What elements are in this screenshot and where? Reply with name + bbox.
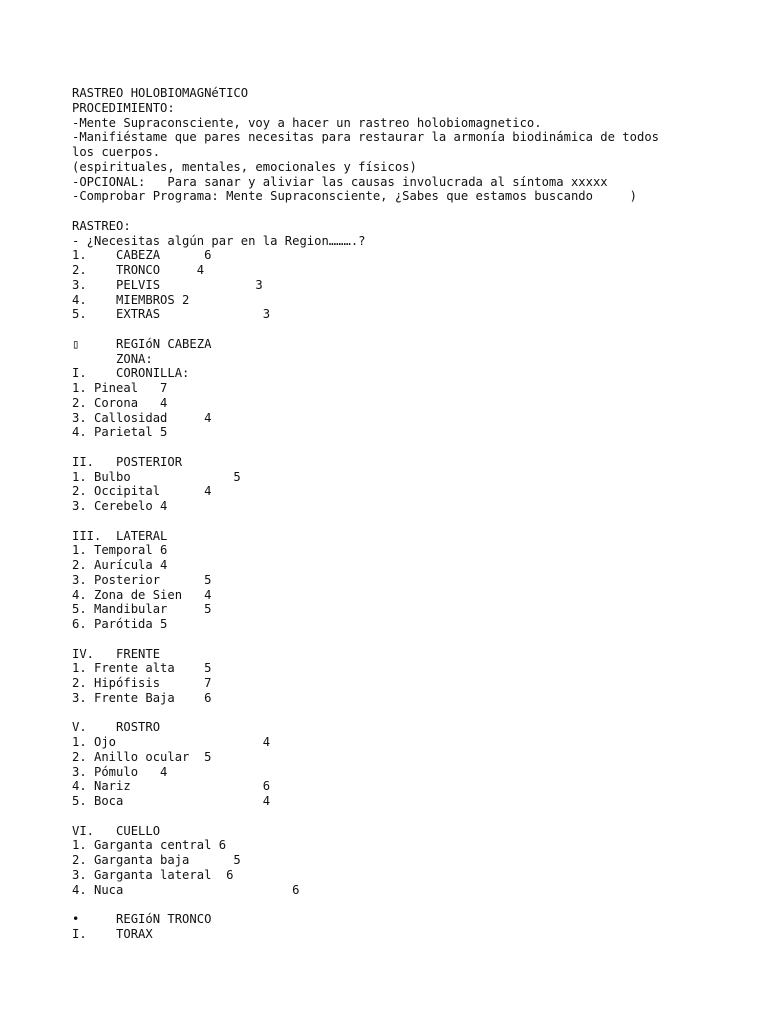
document-title: RASTREO HOLOBIOMAGNéTICO [72, 86, 249, 100]
list-item: 2. TRONCO 4 [72, 263, 205, 277]
list-item: 1. Frente alta 5 [72, 661, 212, 676]
lateral-block [72, 529, 752, 632]
list-item: 2. Anillo ocular 5 [72, 749, 212, 764]
cabeza-header-block [72, 337, 752, 367]
list-item: 3. Pómulo 4 [72, 764, 168, 779]
list-item: 4. Zona de Sien 4 [72, 587, 212, 602]
list-item: 3. Cerebelo 4 [72, 499, 168, 513]
list-item: 2. Occipital 4 [72, 484, 212, 499]
list-item: 1. Bulbo 5 [72, 469, 241, 484]
list-item: 1. Temporal 6 [72, 543, 168, 558]
document-page [72, 86, 752, 942]
list-item: 1. Ojo 4 [72, 735, 271, 749]
blank-line [72, 809, 752, 824]
list-item: 1. CABEZA 6 [72, 248, 212, 263]
list-item: 1. Pineal 7 [72, 381, 168, 395]
blank-line [72, 322, 752, 337]
list-item: 2. Hipófisis 7 [72, 676, 212, 690]
list-item: 4. Parietal 5 [72, 425, 168, 440]
subsection-heading: III. LATERAL [72, 528, 168, 543]
subsection-heading: I. TORAX [72, 926, 153, 941]
blank-line [72, 514, 752, 529]
subsection-heading: IV. FRENTE [72, 646, 161, 661]
procedure-line: -Comprobar Programa: Mente Supraconsciente, ¿Sabes que estamos buscando ) [72, 189, 637, 204]
blank-line [72, 204, 752, 219]
list-item: 6. Parótida 5 [72, 617, 168, 631]
cuello-block [72, 824, 752, 898]
frente-block [72, 647, 752, 706]
posterior-block [72, 455, 752, 514]
procedure-line: -OPCIONAL: Para sanar y aliviar las causas involucrada al síntoma xxxxx [72, 174, 608, 189]
question-line: - ¿Necesitas algún par en la Region……….? [72, 233, 366, 248]
list-item: 2. Corona 4 [72, 395, 168, 410]
procedure-line: -Manifiéstame que pares necesitas para restaurar la armonía biodinámica de todos [72, 130, 659, 145]
region-heading: ▯ REGIóN CABEZA [72, 336, 212, 351]
list-item: 4. Nuca 6 [72, 882, 300, 897]
list-item: 3. Callosidad 4 [72, 410, 212, 425]
list-item: 3. Garganta lateral 6 [72, 867, 234, 882]
procedure-line: (espirituales, mentales, emocionales y físicos) [72, 159, 417, 174]
blank-line [72, 706, 752, 721]
blank-line [72, 632, 752, 647]
coronilla-block [72, 366, 752, 440]
region-heading: • REGIóN TRONCO [72, 912, 212, 926]
blank-line [72, 897, 752, 912]
procedure-line: -Mente Supraconsciente, voy a hacer un rastreo holobiomagnetico. [72, 115, 542, 130]
list-item: 2. Garganta baja 5 [72, 853, 241, 867]
list-item: 5. Boca 4 [72, 794, 271, 808]
list-item: 4. MIEMBROS 2 [72, 292, 190, 307]
list-item: 2. Aurícula 4 [72, 558, 168, 572]
intro-block [72, 86, 752, 204]
rostro-block [72, 720, 752, 809]
procedure-heading: PROCEDIMIENTO: [72, 100, 175, 115]
list-item: 3. PELVIS 3 [72, 277, 263, 292]
zone-label: ZONA: [72, 351, 153, 366]
subsection-heading: II. POSTERIOR [72, 454, 183, 469]
list-item: 1. Garganta central 6 [72, 838, 227, 853]
subsection-heading: V. ROSTRO [72, 720, 161, 735]
list-item: 4. Nariz 6 [72, 779, 271, 794]
list-item: 3. Posterior 5 [72, 572, 212, 587]
subsection-heading: I. CORONILLA: [72, 366, 190, 381]
section-heading: RASTREO: [72, 218, 131, 233]
rastreo-block [72, 219, 752, 322]
list-item: 5. EXTRAS 3 [72, 307, 271, 322]
tronco-block [72, 912, 752, 942]
blank-line [72, 440, 752, 455]
procedure-line: los cuerpos. [72, 145, 161, 159]
subsection-heading: VI. CUELLO [72, 823, 161, 838]
list-item: 3. Frente Baja 6 [72, 690, 212, 705]
list-item: 5. Mandibular 5 [72, 602, 212, 617]
